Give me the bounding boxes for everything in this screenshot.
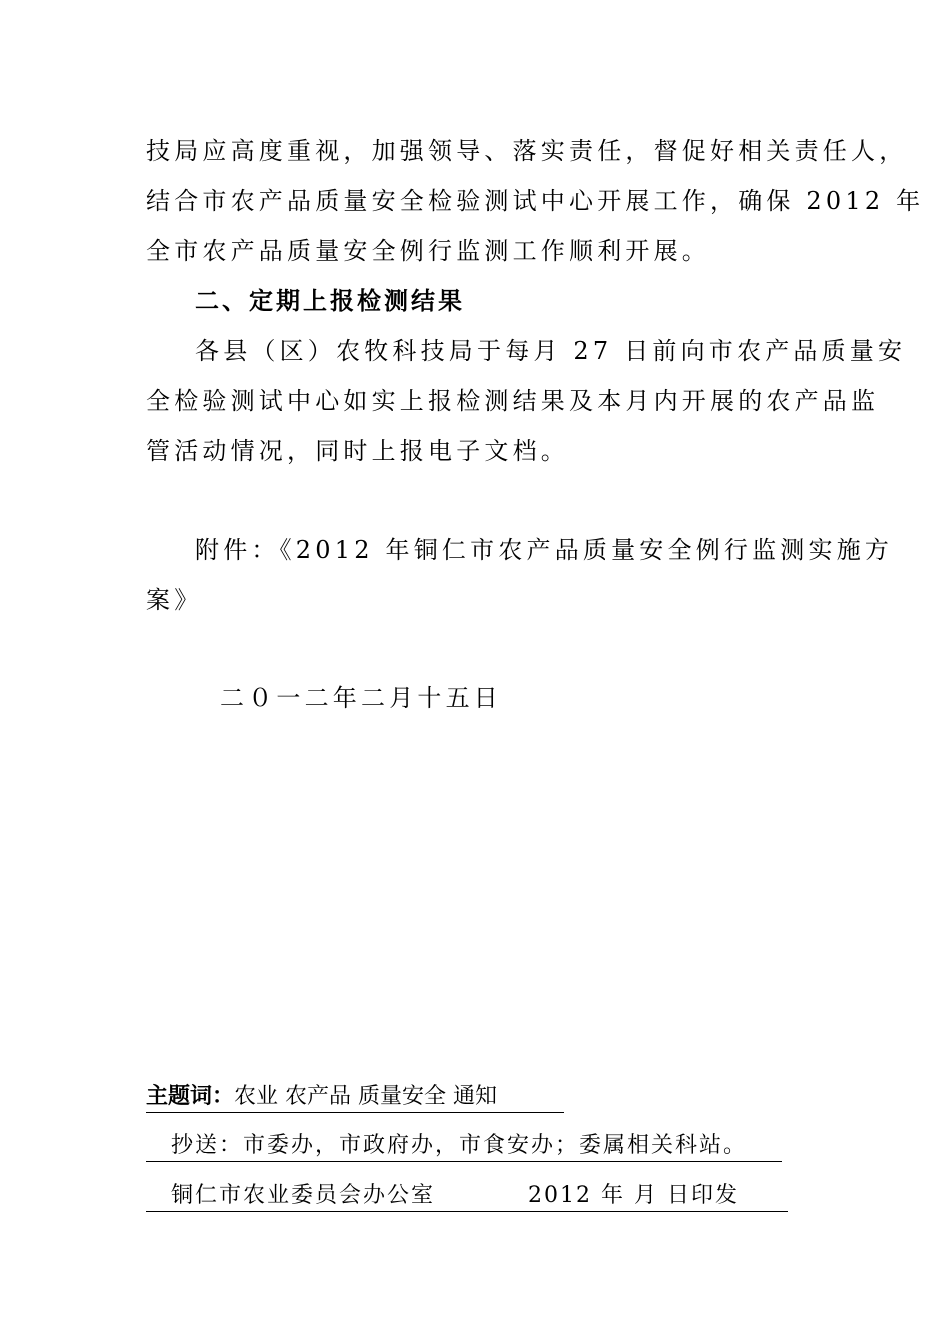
keywords-value: 农业 农产品 质量安全 通知	[234, 1084, 497, 1109]
attachment-line-1: 附件：《2012 年铜仁市农产品质量安全例行监测实施方	[195, 536, 894, 564]
paragraph-1-line-1: 技局应高度重视，加强领导、落实责任，督促好相关责任人，	[146, 137, 908, 165]
paragraph-1-line-2: 结合市农产品质量安全检验测试中心开展工作，确保 2012 年	[146, 187, 925, 215]
cc-line: 抄送：市委办，市政府办，市食安办；委属相关科站。	[171, 1133, 748, 1158]
cc-underline	[146, 1161, 782, 1162]
issuer: 铜仁市农业委员会办公室	[171, 1183, 436, 1208]
paragraph-2-line-3: 管活动情况，同时上报电子文档。	[146, 437, 569, 465]
document-date: 二０一二年二月十五日	[220, 684, 502, 712]
paragraph-1-line-3: 全市农产品质量安全例行监测工作顺利开展。	[146, 237, 710, 265]
issue-date: 2012 年 月 日印发	[528, 1183, 739, 1208]
keywords-row	[146, 1081, 497, 1113]
attachment-line-2: 案》	[146, 586, 203, 614]
issuer-underline	[146, 1211, 788, 1212]
paragraph-2-line-1: 各县（区）农牧科技局于每月 27 日前向市农产品质量安	[195, 337, 907, 365]
section-2-heading: 二、定期上报检测结果	[195, 287, 465, 315]
keywords-underline	[146, 1112, 564, 1113]
keywords-label: 主题词：	[146, 1084, 235, 1109]
paragraph-2-line-2: 全检验测试中心如实上报检测结果及本月内开展的农产品监	[146, 387, 880, 415]
